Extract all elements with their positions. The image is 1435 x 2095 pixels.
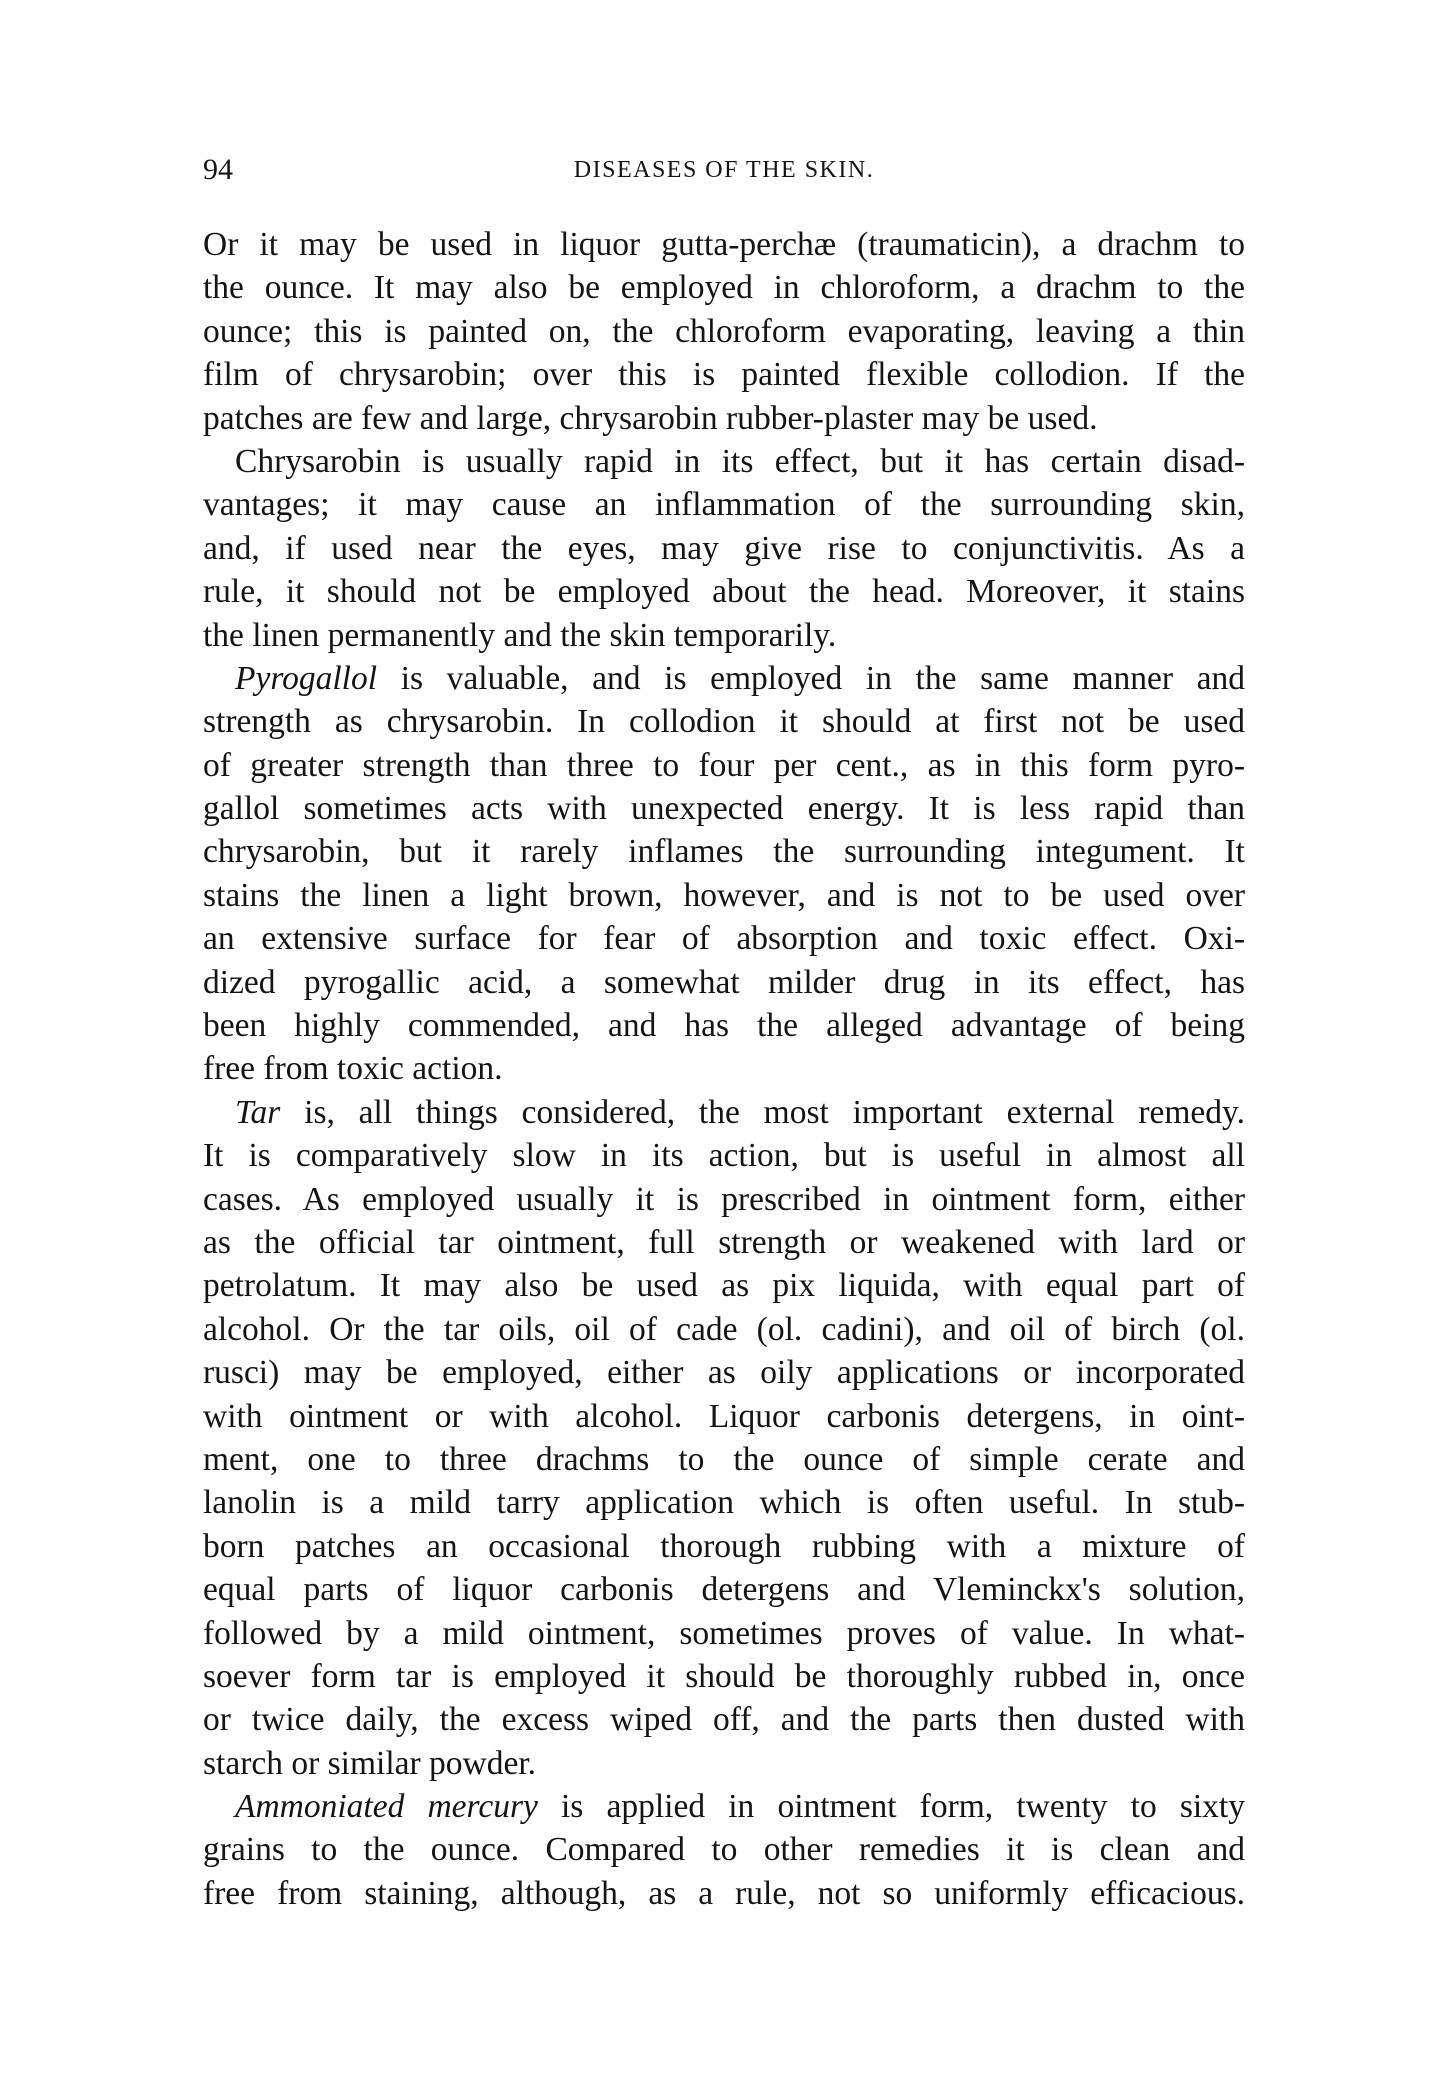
text-line: an extensive surface for fear of absorption and toxic effect. Oxi- xyxy=(203,920,1245,958)
text-line: of greater strength than three to four per cent., as in this form pyro- xyxy=(203,746,1245,784)
body-text xyxy=(203,223,1245,1915)
text-line: petrolatum. It may also be used as pix liquida, with equal part of xyxy=(203,1267,1245,1305)
text-line: Or it may be used in liquor gutta-perchæ (traumaticin), a drachm to xyxy=(203,226,1245,263)
text-line: It is comparatively slow in its action, but is useful in almost all xyxy=(203,1137,1245,1175)
text-line: chrysarobin, but it rarely inflames the surrounding integument. It xyxy=(203,833,1245,871)
text-line: soever form tar is employed it should be thoroughly rubbed in, once xyxy=(203,1657,1245,1695)
text-line: rule, it should not be employed about the head. Moreover, it stains xyxy=(203,573,1245,611)
text-line-rest: is valuable, and is employed in the same manner and xyxy=(377,659,1245,697)
text-line: free from toxic action. xyxy=(203,1050,503,1088)
text-line: film of chrysarobin; over this is painted flexible collodion. If the xyxy=(203,356,1245,394)
text-line-rest: is, all things considered, the most important external remedy. xyxy=(280,1093,1245,1131)
paragraph-first-line: Chrysarobin is usually rapid in its effect, but it has certain disad- xyxy=(235,442,1245,480)
text-line: stains the linen a light brown, however, and is not to be used over xyxy=(203,876,1245,914)
running-title: DISEASES OF THE SKIN. xyxy=(573,157,875,183)
text-line: followed by a mild ointment, sometimes proves of value. In what- xyxy=(203,1614,1245,1652)
text-line: ounce; this is painted on, the chloroform evaporating, leaving a thin xyxy=(203,312,1245,350)
text-line: vantages; it may cause an inflammation of the surrounding skin, xyxy=(203,486,1245,524)
text-line: the ounce. It may also be employed in chloroform, a drachm to the xyxy=(203,269,1245,307)
text-line: ment, one to three drachms to the ounce of simple cerate and xyxy=(203,1440,1245,1478)
italic-term-tar: Tar xyxy=(235,1093,281,1131)
paragraph-first-line xyxy=(203,1091,1245,1134)
text-line: patches are few and large, chrysarobin rubber-plaster may be used. xyxy=(203,399,1098,437)
text-line: rusci) may be employed, either as oily applications or incorporated xyxy=(203,1354,1245,1392)
paragraph-first-line xyxy=(203,1785,1245,1828)
text-line: with ointment or with alcohol. Liquor carbonis detergens, in oint- xyxy=(203,1397,1245,1435)
text-line: dized pyrogallic acid, a somewhat milder drug in its effect, has xyxy=(203,963,1245,1001)
page-number: 94 xyxy=(203,153,233,186)
italic-term-ammoniated-mercury: Ammoniated mercury xyxy=(235,1788,538,1826)
text-line: been highly commended, and has the alleged advantage of being xyxy=(203,1007,1245,1045)
text-line: strength as chrysarobin. In collodion it should at first not be used xyxy=(203,703,1245,741)
text-line: lanolin is a mild tarry application which is often useful. In stub- xyxy=(203,1484,1245,1522)
text-line: the linen permanently and the skin temporarily. xyxy=(203,616,837,654)
text-line: cases. As employed usually it is prescribed in ointment form, either xyxy=(203,1180,1245,1218)
text-line: grains to the ounce. Compared to other remedies it is clean and xyxy=(203,1831,1245,1869)
text-line: as the official tar ointment, full strength or weakened with lard or xyxy=(203,1223,1245,1261)
text-line: starch or similar powder. xyxy=(203,1744,537,1782)
text-line-rest: is applied in ointment form, twenty to sixty xyxy=(537,1788,1245,1826)
text-line: equal parts of liquor carbonis detergens and Vleminckx's solution, xyxy=(203,1571,1245,1609)
italic-term-pyrogallol: Pyrogallol xyxy=(235,659,378,697)
text-line: alcohol. Or the tar oils, oil of cade (ol. cadini), and oil of birch (ol. xyxy=(203,1310,1245,1348)
text-line: born patches an occasional thorough rubbing with a mixture of xyxy=(203,1527,1245,1565)
text-line: and, if used near the eyes, may give rise to conjunctivitis. As a xyxy=(203,529,1245,567)
paragraph-first-line xyxy=(203,657,1245,700)
text-line: free from staining, although, as a rule, not so uniformly efficacious. xyxy=(203,1874,1245,1912)
running-head xyxy=(203,150,1245,190)
text-line: gallol sometimes acts with unexpected energy. It is less rapid than xyxy=(203,790,1245,828)
text-line: or twice daily, the excess wiped off, and the parts then dusted with xyxy=(203,1701,1245,1739)
